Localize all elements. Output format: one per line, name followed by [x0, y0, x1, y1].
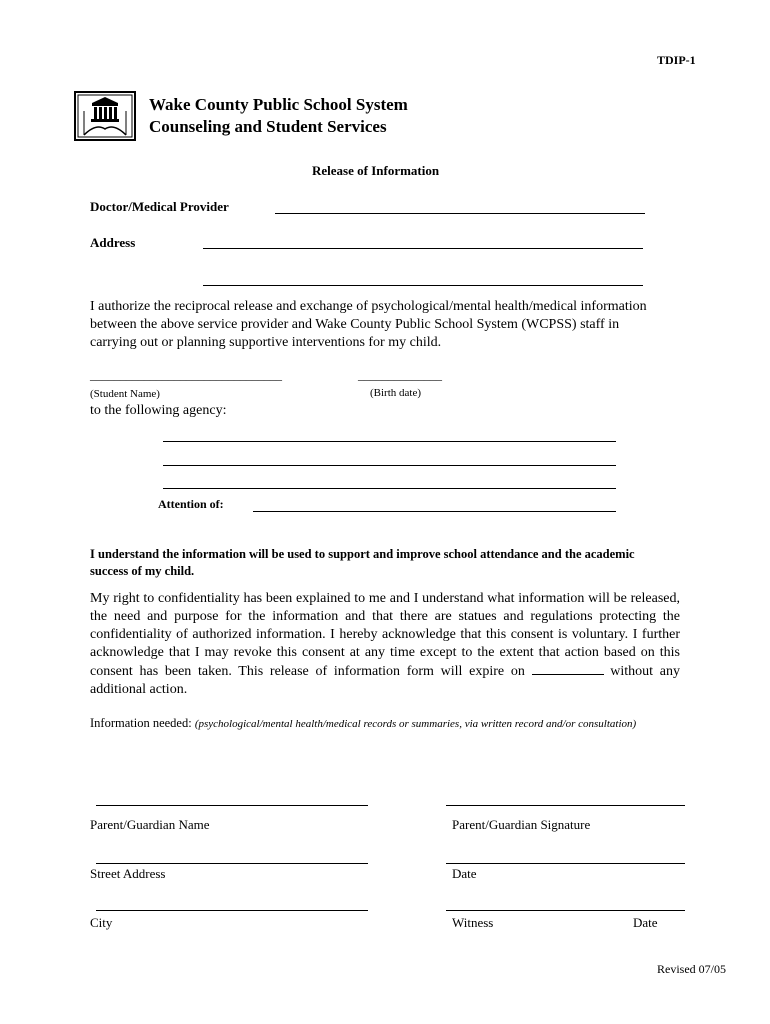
doctor-field[interactable]	[275, 213, 645, 214]
doctor-label: Doctor/Medical Provider	[90, 199, 229, 214]
understand-text: I understand the information will be used to support and improve school attendance and the academic success of my child.	[90, 547, 635, 578]
address-field-line1[interactable]	[203, 248, 643, 249]
address-field-line2[interactable]	[203, 285, 643, 286]
agency-field-line2[interactable]	[163, 465, 616, 466]
agency-label: to the following agency:	[90, 403, 227, 418]
street-address-field[interactable]	[96, 863, 368, 864]
info-needed-detail: (psychological/mental health/medical records or summaries, via written record and/or consultation)	[194, 718, 637, 730]
parent-signature-field[interactable]	[446, 805, 685, 806]
parent-name-label: Parent/Guardian Name	[90, 817, 210, 832]
authorization-text: I authorize the reciprocal release and exchange of psychological/mental health/medical information between the above service provider and Wake County Public School System (WCPSS) staff in carrying out or planning supportive interventions for my child.	[90, 299, 647, 350]
city-label: City	[90, 915, 113, 930]
address-label: Address	[90, 235, 136, 250]
revision-note: Revised 07/05	[657, 962, 726, 976]
parent-signature-label: Parent/Guardian Signature	[452, 817, 591, 832]
birth-date-field[interactable]: ______________	[358, 368, 442, 382]
info-needed	[90, 715, 680, 733]
student-name-field[interactable]: ________________________________	[90, 368, 282, 382]
org-name: Wake County Public School System	[149, 95, 408, 114]
witness-date-label: Date	[633, 915, 658, 930]
parent-name-field[interactable]	[96, 805, 368, 806]
student-name-label: (Student Name)	[90, 388, 160, 400]
attention-field[interactable]	[253, 511, 616, 512]
attention-label: Attention of:	[158, 497, 224, 511]
street-address-label: Street Address	[90, 866, 166, 881]
witness-field[interactable]	[446, 910, 685, 911]
witness-label: Witness	[452, 915, 494, 930]
school-logo-icon	[74, 91, 136, 141]
date-field[interactable]	[446, 863, 685, 864]
department-name: Counseling and Student Services	[149, 117, 387, 136]
confidentiality-text	[90, 590, 680, 699]
agency-field-line3[interactable]	[163, 488, 616, 489]
form-code: TDIP-1	[657, 53, 696, 67]
info-needed-label: Information needed:	[90, 716, 192, 730]
confidentiality-body: My right to confidentiality has been explained to me and I understand what information will be released, the need and purpose for the information and that there are statues and regulations protecting the confidentiality of authorized information. I hereby acknowledge that this consent is voluntary. I further acknowledge that I may revoke this consent at any time except to the extent that action based on this consent has been taken. This release of information form will expire on	[90, 591, 680, 679]
form-title: Release of Information	[312, 163, 440, 178]
birth-date-label: (Birth date)	[370, 387, 422, 399]
confidentiality-tail: without any additional action.	[90, 664, 681, 697]
agency-field-line1[interactable]	[163, 441, 616, 442]
city-field[interactable]	[96, 910, 368, 911]
expiration-date-field[interactable]	[532, 662, 604, 675]
date-label: Date	[452, 866, 477, 881]
